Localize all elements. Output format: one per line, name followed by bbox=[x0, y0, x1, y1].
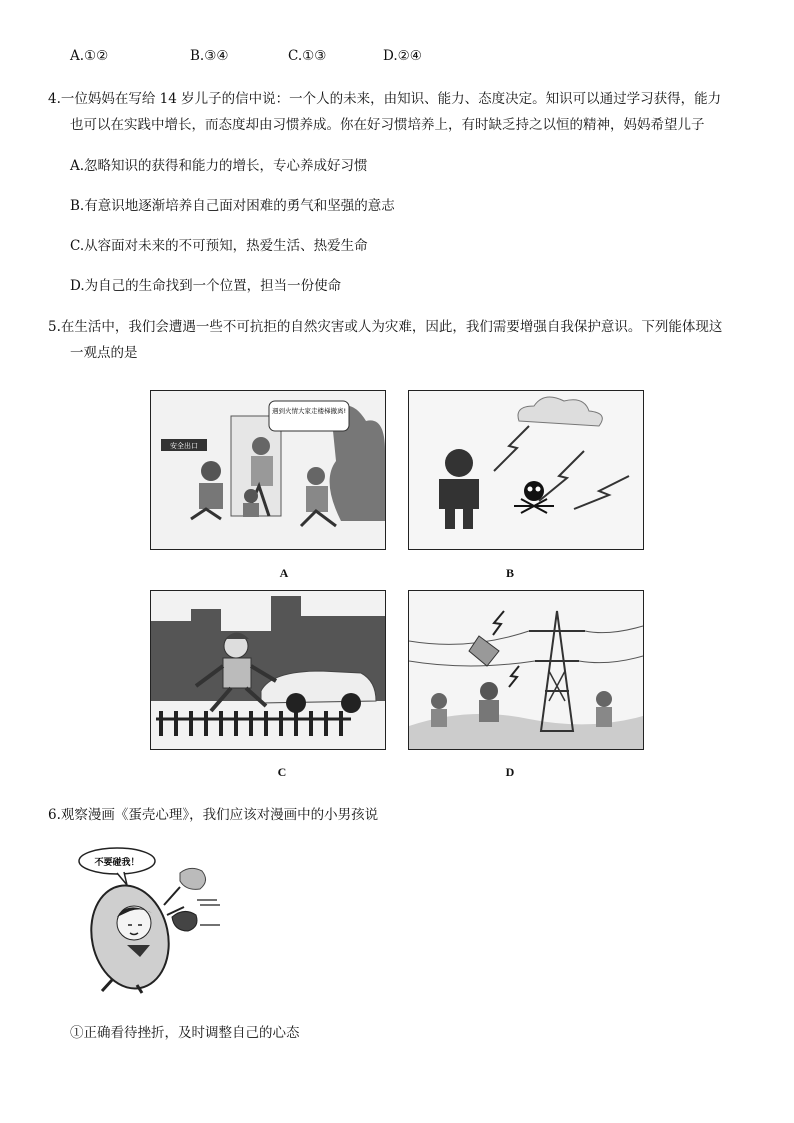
q3-option-c: C.①③ bbox=[288, 48, 327, 64]
q5-stem-line2: 一观点的是 bbox=[70, 345, 138, 361]
q4-option-d: D.为自己的生命找到一个位置，担当一份使命 bbox=[70, 278, 342, 294]
panel-c-fence bbox=[150, 590, 386, 750]
q4-stem-line2: 也可以在实践中增长，而态度却由习惯养成。你在好习惯培养上，有时缺乏持之以恒的精神，妈妈希望儿子 bbox=[70, 117, 705, 133]
q6-stem: 6.观察漫画《蛋壳心理》，我们应该对漫画中的小男孩说 bbox=[48, 807, 379, 823]
q4-option-b: B.有意识地逐渐培养自己面对困难的勇气和坚强的意志 bbox=[70, 198, 395, 214]
q3-option-d: D.②④ bbox=[383, 48, 422, 64]
panel-b-lightning bbox=[408, 390, 644, 550]
eggshell-boy-illustration bbox=[72, 845, 222, 995]
exit-sign-text: 安全出口 bbox=[170, 442, 198, 450]
speech-bubble-text: 遇到火情大家走楼梯撤离! bbox=[271, 407, 347, 415]
speech-bubble bbox=[269, 401, 349, 431]
kite-power-line-illustration bbox=[409, 591, 643, 749]
eggshell-cartoon bbox=[72, 845, 222, 995]
q4-option-c: C.从容面对未来的不可预知，热爱生活、热爱生命 bbox=[70, 238, 368, 254]
fence-climbing-illustration bbox=[151, 591, 385, 749]
q6-option-1: ①正确看待挫折，及时调整自己的心态 bbox=[70, 1025, 300, 1041]
speech-bubble-text: 不要碰我！ bbox=[94, 858, 140, 868]
q3-option-b: B.③④ bbox=[190, 48, 229, 64]
panel-a-label: A bbox=[279, 566, 289, 580]
q3-option-a: A.①② bbox=[70, 48, 109, 64]
q4-option-a: A.忽略知识的获得和能力的增长，专心养成好习惯 bbox=[70, 158, 368, 174]
panel-b-label: B bbox=[505, 566, 514, 580]
q4-stem-line1: 4.一位妈妈在写给 14 岁儿子的信中说：一个人的未来，由知识、能力、态度决定。知识可以通过学习获得，能力 bbox=[48, 91, 722, 107]
lightning-illustration bbox=[409, 391, 643, 549]
panel-d-kite bbox=[408, 590, 644, 750]
fire-evacuation-illustration bbox=[151, 391, 385, 549]
q5-stem-line1: 5.在生活中，我们会遭遇一些不可抗拒的自然灾害或人为灾难，因此，我们需要增强自我保护意识。下列能体现这 bbox=[48, 319, 723, 335]
panel-d-label: D bbox=[505, 765, 515, 779]
panel-a-fire-evacuation bbox=[150, 390, 386, 550]
panel-c-label: C bbox=[277, 765, 287, 779]
